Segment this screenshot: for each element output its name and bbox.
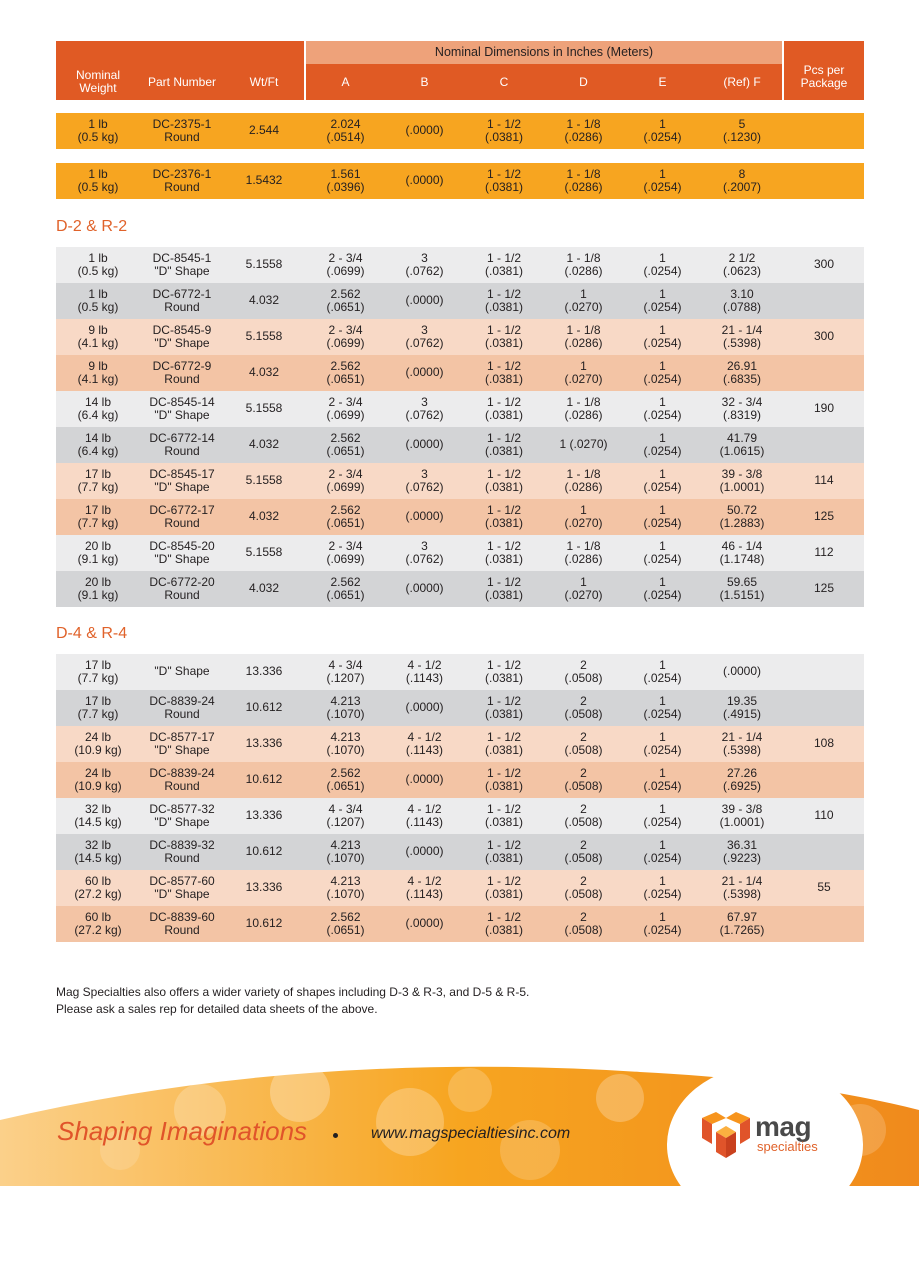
cell-f: 21 - 1/4 (.5398) xyxy=(721,322,763,350)
logo-word: mag xyxy=(755,1111,812,1142)
cell-a: 4.213 (.1070) xyxy=(326,693,365,721)
cell-a: 2.562 (.0651) xyxy=(326,574,365,602)
cell-e: 1 (.0254) xyxy=(643,729,682,757)
cell-a: 1.561 (.0396) xyxy=(326,166,365,194)
cell-pcs: 125 xyxy=(813,509,835,524)
cell-d: 2 (.0508) xyxy=(564,765,603,793)
cell-part: DC-8577-60 "D" Shape xyxy=(149,873,215,901)
cell-e: 1 (.0254) xyxy=(643,765,682,793)
cell-d: 1 - 1/8 (.0286) xyxy=(564,538,603,566)
cell-e: 1 (.0254) xyxy=(643,358,682,386)
cell-e: 1 (.0254) xyxy=(643,574,682,602)
cell-e: 1 (.0254) xyxy=(643,909,682,937)
cell-f: 46 - 1/4 (1.1748) xyxy=(719,538,765,566)
cell-c: 1 - 1/2 (.0381) xyxy=(484,502,524,530)
table-row xyxy=(56,283,864,319)
cell-pcs: 112 xyxy=(814,545,834,560)
cell-c: 1 - 1/2 (.0381) xyxy=(484,322,524,350)
cell-wtft: 10.612 xyxy=(245,844,283,859)
cell-pcs: 55 xyxy=(817,880,831,895)
d2-table xyxy=(56,247,864,607)
cell-wtft: 10.612 xyxy=(245,700,283,715)
cell-b: (.0000) xyxy=(405,509,444,524)
cell-part: DC-8839-60 Round xyxy=(149,909,215,937)
cell-d: 1 (.0270) xyxy=(564,358,603,386)
header-col-part: Part Number xyxy=(147,74,217,89)
cell-pcs: 108 xyxy=(813,736,835,751)
cell-wtft: 5.1558 xyxy=(245,257,283,272)
cell-pcs: 114 xyxy=(814,473,834,488)
table-row xyxy=(56,113,864,149)
cell-wtft: 5.1558 xyxy=(245,545,283,560)
cell-d: 1 - 1/8 (.0286) xyxy=(564,322,603,350)
cell-wtft: 13.336 xyxy=(245,736,283,751)
cell-c: 1 - 1/2 (.0381) xyxy=(484,166,524,194)
cell-c: 1 - 1/2 (.0381) xyxy=(484,250,524,278)
cell-d: 1 - 1/8 (.0286) xyxy=(564,250,603,278)
cell-wtft: 1.5432 xyxy=(245,173,283,188)
cell-a: 4.213 (.1070) xyxy=(326,873,365,901)
cell-f: 8 (.2007) xyxy=(722,166,762,194)
cell-c: 1 - 1/2 (.0381) xyxy=(484,657,524,685)
cell-e: 1 (.0254) xyxy=(643,538,682,566)
cell-weight: 60 lb (27.2 kg) xyxy=(74,909,122,937)
cell-c: 1 - 1/2 (.0381) xyxy=(484,801,524,829)
cell-a: 4 - 3/4 (.1207) xyxy=(326,657,365,685)
cell-weight: 24 lb (10.9 kg) xyxy=(74,729,122,757)
cell-a: 2.562 (.0651) xyxy=(326,909,365,937)
cell-b: 3 (.0762) xyxy=(405,250,444,278)
cell-d: 1 (.0270) xyxy=(564,574,603,602)
d4-table xyxy=(56,654,864,942)
cell-part: DC-8545-17 "D" Shape xyxy=(149,466,215,494)
cell-weight: 14 lb (6.4 kg) xyxy=(77,430,119,458)
cell-pcs xyxy=(784,834,864,870)
footer-tagline: Shaping Imaginations xyxy=(57,1116,308,1146)
cell-pcs xyxy=(784,355,864,391)
cell-pcs: 300 xyxy=(813,257,835,272)
cell-pcs xyxy=(784,654,864,690)
note-line-1: Mag Specialties also offers a wider variety of shapes including D-3 & R-3, and D-5 & R-5. xyxy=(56,985,530,999)
cell-e: 1 (.0254) xyxy=(643,250,682,278)
cell-b: (.0000) xyxy=(405,844,444,859)
cell-b: (.0000) xyxy=(405,173,444,188)
cell-c: 1 - 1/2 (.0381) xyxy=(484,358,524,386)
cell-part: DC-6772-20 Round xyxy=(149,574,215,602)
cell-wtft: 4.032 xyxy=(248,509,280,524)
table-row xyxy=(56,355,864,391)
cell-d: 2 (.0508) xyxy=(564,837,603,865)
cell-pcs: 300 xyxy=(813,329,835,344)
cell-f: 50.72 (1.2883) xyxy=(719,502,765,530)
header-col-wt: Wt/Ft xyxy=(249,74,279,89)
cell-b: 4 - 1/2 (.1143) xyxy=(405,801,444,829)
cell-c: 1 - 1/2 (.0381) xyxy=(484,693,524,721)
cell-e: 1 (.0254) xyxy=(643,873,682,901)
cell-c: 1 - 1/2 (.0381) xyxy=(484,729,524,757)
cell-c: 1 - 1/2 (.0381) xyxy=(484,837,524,865)
cell-e: 1 (.0254) xyxy=(643,693,682,721)
cell-pcs xyxy=(784,690,864,726)
cell-weight: 17 lb (7.7 kg) xyxy=(77,693,119,721)
cell-b: (.0000) xyxy=(405,293,444,308)
cell-pcs xyxy=(784,427,864,463)
table-row xyxy=(56,463,864,499)
cell-weight: 60 lb (27.2 kg) xyxy=(74,873,122,901)
cell-b: (.0000) xyxy=(405,916,444,931)
top-rows-table xyxy=(56,113,864,199)
cell-d: 1 - 1/8 (.0286) xyxy=(564,166,603,194)
cell-b: 3 (.0762) xyxy=(405,394,444,422)
cell-e: 1 (.0254) xyxy=(643,466,682,494)
cell-a: 4.213 (.1070) xyxy=(326,729,365,757)
header-col-e: E xyxy=(658,74,667,89)
cell-pcs xyxy=(784,906,864,942)
logo-subword: specialties xyxy=(757,1139,818,1154)
cell-part: DC-8545-1 "D" Shape xyxy=(152,250,212,278)
cell-pcs: 110 xyxy=(814,808,834,823)
cell-f: 32 - 3/4 (.8319) xyxy=(721,394,763,422)
cell-wtft: 10.612 xyxy=(245,772,283,787)
header-col-a: A xyxy=(341,74,350,89)
cell-a: 4 - 3/4 (.1207) xyxy=(326,801,365,829)
cell-d: 2 (.0508) xyxy=(564,801,603,829)
cell-e: 1 (.0254) xyxy=(643,837,682,865)
cell-f: 2 1/2 (.0623) xyxy=(722,250,762,278)
cell-c: 1 - 1/2 (.0381) xyxy=(484,909,524,937)
cell-pcs xyxy=(784,762,864,798)
table-row xyxy=(56,726,864,762)
cell-part: DC-8577-32 "D" Shape xyxy=(149,801,215,829)
cell-part: DC-6772-1 Round xyxy=(152,286,212,314)
cell-b: (.0000) xyxy=(405,365,444,380)
cell-wtft: 5.1558 xyxy=(245,329,283,344)
header-col-b: B xyxy=(420,74,429,89)
header-nominal-dims: Nominal Dimensions in Inches (Meters) xyxy=(306,41,782,64)
cell-wtft: 4.032 xyxy=(248,437,280,452)
cell-d: 2 (.0508) xyxy=(564,729,603,757)
cell-e: 1 (.0254) xyxy=(643,166,682,194)
table-row xyxy=(56,654,864,690)
cell-part: DC-6772-9 Round xyxy=(152,358,212,386)
cell-weight: 1 lb (0.5 kg) xyxy=(77,166,119,194)
cell-weight: 1 lb (0.5 kg) xyxy=(77,250,119,278)
mag-cube-logo-icon xyxy=(702,1112,750,1158)
cell-f: 27.26 (.6925) xyxy=(722,765,762,793)
table-header xyxy=(56,41,864,100)
cell-f: 19.35 (.4915) xyxy=(722,693,762,721)
cell-part: DC-8839-24 Round xyxy=(149,765,215,793)
cell-part: DC-8545-14 "D" Shape xyxy=(149,394,215,422)
cell-part: DC-8545-20 "D" Shape xyxy=(149,538,215,566)
cell-part: DC-8545-9 "D" Shape xyxy=(152,322,212,350)
cell-f: (.0000) xyxy=(722,664,762,679)
cell-weight: 17 lb (7.7 kg) xyxy=(77,657,119,685)
cell-weight: 1 lb (0.5 kg) xyxy=(77,286,119,314)
cell-b: 4 - 1/2 (.1143) xyxy=(405,657,444,685)
cell-f: 5 (.1230) xyxy=(722,116,762,144)
availability-note xyxy=(56,984,529,1018)
cell-weight: 20 lb (9.1 kg) xyxy=(77,538,119,566)
table-row xyxy=(56,762,864,798)
cell-weight: 17 lb (7.7 kg) xyxy=(77,466,119,494)
cell-b: 3 (.0762) xyxy=(405,322,444,350)
cell-part: DC-8577-17 "D" Shape xyxy=(149,729,215,757)
cell-weight: 1 lb (0.5 kg) xyxy=(77,116,119,144)
cell-wtft: 13.336 xyxy=(245,664,283,679)
cell-part: DC-8839-32 Round xyxy=(149,837,215,865)
table-row xyxy=(56,906,864,942)
cell-a: 2 - 3/4 (.0699) xyxy=(326,322,365,350)
cell-e: 1 (.0254) xyxy=(643,322,682,350)
table-row xyxy=(56,535,864,571)
cell-d: 2 (.0508) xyxy=(564,909,603,937)
cell-wtft: 5.1558 xyxy=(245,473,283,488)
cell-b: (.0000) xyxy=(405,437,444,452)
cell-wtft: 10.612 xyxy=(245,916,283,931)
cell-b: 4 - 1/2 (.1143) xyxy=(405,873,444,901)
cell-c: 1 - 1/2 (.0381) xyxy=(484,394,524,422)
table-row xyxy=(56,798,864,834)
table-row xyxy=(56,834,864,870)
cell-weight: 17 lb (7.7 kg) xyxy=(77,502,119,530)
cell-d: 1 (.0270) xyxy=(559,437,608,452)
cell-c: 1 - 1/2 (.0381) xyxy=(484,574,524,602)
cell-c: 1 - 1/2 (.0381) xyxy=(484,430,524,458)
cell-c: 1 - 1/2 (.0381) xyxy=(484,538,524,566)
cell-wtft: 5.1558 xyxy=(245,401,283,416)
cell-b: (.0000) xyxy=(405,700,444,715)
cell-weight: 14 lb (6.4 kg) xyxy=(77,394,119,422)
cell-a: 2 - 3/4 (.0699) xyxy=(326,466,365,494)
cell-wtft: 4.032 xyxy=(248,293,280,308)
cell-d: 1 - 1/8 (.0286) xyxy=(564,394,603,422)
section-title-d2: D-2 & R-2 xyxy=(56,218,128,235)
cell-d: 2 (.0508) xyxy=(564,873,603,901)
table-row xyxy=(56,499,864,535)
cell-pcs: 190 xyxy=(813,401,835,416)
cell-b: 3 (.0762) xyxy=(405,466,444,494)
cell-weight: 9 lb (4.1 kg) xyxy=(77,358,119,386)
cell-wtft: 2.544 xyxy=(248,123,280,138)
header-col-weight: Nominal Weight xyxy=(75,68,120,95)
cell-part: DC-6772-14 Round xyxy=(149,430,215,458)
cell-e: 1 (.0254) xyxy=(643,394,682,422)
cell-f: 67.97 (1.7265) xyxy=(719,909,765,937)
table-row xyxy=(56,870,864,906)
cell-pcs xyxy=(784,283,864,319)
cell-a: 2 - 3/4 (.0699) xyxy=(326,538,365,566)
tagline-dot xyxy=(333,1133,338,1138)
footer-url-link[interactable]: www.magspecialtiesinc.com xyxy=(371,1125,571,1142)
cell-f: 41.79 (1.0615) xyxy=(719,430,765,458)
cell-f: 39 - 3/8 (1.0001) xyxy=(719,801,765,829)
cell-e: 1 (.0254) xyxy=(643,657,682,685)
cell-wtft: 4.032 xyxy=(248,365,280,380)
cell-weight: 24 lb (10.9 kg) xyxy=(74,765,122,793)
cell-b: (.0000) xyxy=(405,581,444,596)
table-row xyxy=(56,319,864,355)
table-row xyxy=(56,571,864,607)
cell-part: DC-2375-1 Round xyxy=(152,116,212,144)
header-col-f: (Ref) F xyxy=(723,74,761,89)
cell-f: 21 - 1/4 (.5398) xyxy=(721,729,763,757)
cell-c: 1 - 1/2 (.0381) xyxy=(484,873,524,901)
cell-weight: 9 lb (4.1 kg) xyxy=(77,322,119,350)
cell-a: 2.562 (.0651) xyxy=(326,286,365,314)
cell-c: 1 - 1/2 (.0381) xyxy=(484,286,524,314)
cell-d: 1 (.0270) xyxy=(564,286,603,314)
table-row xyxy=(56,690,864,726)
cell-wtft: 13.336 xyxy=(245,808,283,823)
cell-a: 2.562 (.0651) xyxy=(326,430,365,458)
cell-b: (.0000) xyxy=(405,123,444,138)
cell-d: 2 (.0508) xyxy=(564,657,603,685)
cell-pcs: 125 xyxy=(813,581,835,596)
cell-pcs xyxy=(784,163,864,199)
cell-e: 1 (.0254) xyxy=(643,430,682,458)
cell-weight: 32 lb (14.5 kg) xyxy=(74,801,122,829)
table-row xyxy=(56,427,864,463)
cell-b: 4 - 1/2 (.1143) xyxy=(405,729,444,757)
cell-d: 1 - 1/8 (.0286) xyxy=(564,466,603,494)
cell-f: 59.65 (1.5151) xyxy=(719,574,765,602)
cell-b: (.0000) xyxy=(405,772,444,787)
cell-a: 2.562 (.0651) xyxy=(326,358,365,386)
cell-a: 2 - 3/4 (.0699) xyxy=(326,394,365,422)
table-row xyxy=(56,163,864,199)
cell-weight: 20 lb (9.1 kg) xyxy=(77,574,119,602)
cell-e: 1 (.0254) xyxy=(643,286,682,314)
cell-wtft: 4.032 xyxy=(248,581,280,596)
cell-c: 1 - 1/2 (.0381) xyxy=(484,765,524,793)
cell-f: 21 - 1/4 (.5398) xyxy=(721,873,763,901)
cell-e: 1 (.0254) xyxy=(643,116,682,144)
cell-a: 2.562 (.0651) xyxy=(326,765,365,793)
cell-a: 2.024 (.0514) xyxy=(326,116,365,144)
cell-part: DC-2376-1 Round xyxy=(152,166,212,194)
cell-weight: 32 lb (14.5 kg) xyxy=(74,837,122,865)
cell-f: 3.10 (.0788) xyxy=(722,286,762,314)
cell-a: 4.213 (.1070) xyxy=(326,837,365,865)
note-line-2: Please ask a sales rep for detailed data sheets of the above. xyxy=(56,1002,378,1016)
cell-part: DC-6772-17 Round xyxy=(149,502,215,530)
cell-part: DC-8839-24 Round xyxy=(149,693,215,721)
cell-f: 36.31 (.9223) xyxy=(722,837,762,865)
cell-a: 2 - 3/4 (.0699) xyxy=(326,250,365,278)
cell-b: 3 (.0762) xyxy=(405,538,444,566)
section-title-d4: D-4 & R-4 xyxy=(56,625,128,642)
cell-d: 2 (.0508) xyxy=(564,693,603,721)
cell-wtft: 13.336 xyxy=(245,880,283,895)
cell-f: 39 - 3/8 (1.0001) xyxy=(719,466,765,494)
table-row xyxy=(56,247,864,283)
cell-a: 2.562 (.0651) xyxy=(326,502,365,530)
cell-c: 1 - 1/2 (.0381) xyxy=(484,466,524,494)
cell-pcs xyxy=(784,113,864,149)
cell-c: 1 - 1/2 (.0381) xyxy=(484,116,524,144)
cell-d: 1 (.0270) xyxy=(564,502,603,530)
header-col-d: D xyxy=(579,74,588,89)
cell-e: 1 (.0254) xyxy=(643,801,682,829)
cell-part: "D" Shape xyxy=(154,664,210,679)
header-col-c: C xyxy=(499,74,509,89)
header-col-pcs: Pcs per Package xyxy=(800,62,848,90)
cell-d: 1 - 1/8 (.0286) xyxy=(564,116,603,144)
cell-e: 1 (.0254) xyxy=(643,502,682,530)
cell-f: 26.91 (.6835) xyxy=(722,358,762,386)
table-row xyxy=(56,391,864,427)
